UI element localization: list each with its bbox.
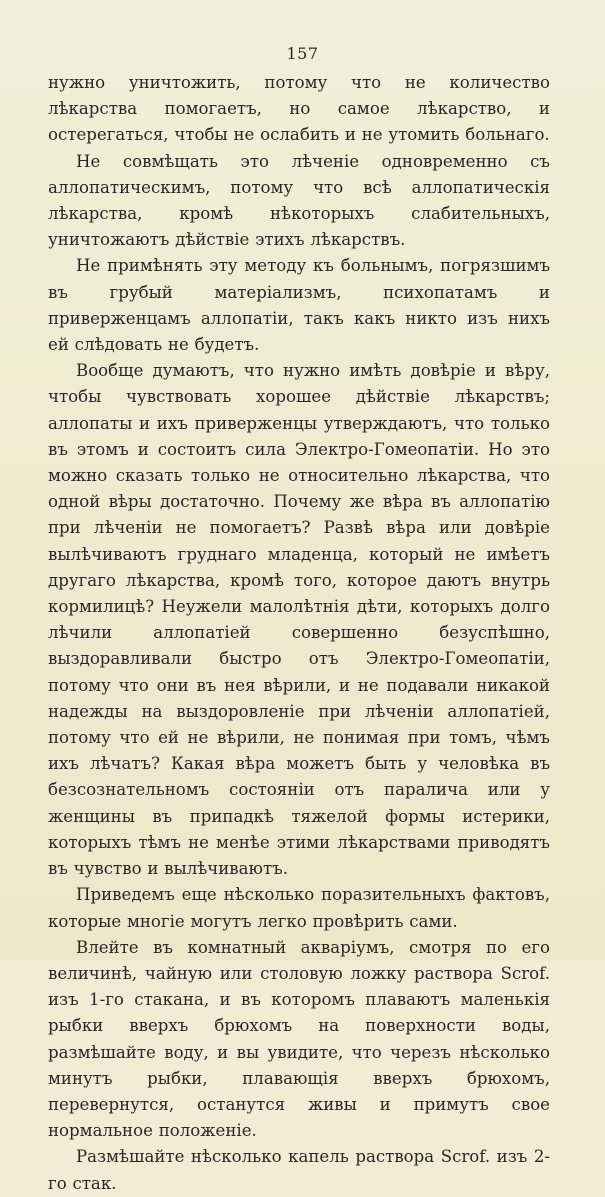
paragraph-3: Не примѣнять эту методу къ больнымъ, погрязшимъ въ грубый матеріализмъ, психопатамъ и приверженцамъ аллопатіи, такъ какъ никто изъ нихъ ей слѣдовать не будетъ. [48,256,550,355]
paragraph-1: нужно уничтожить, потому что не количество лѣкарства помогаетъ, но самое лѣкарство, и остерегаться, чтобы не ослабить и не утомить больнаго. [48,73,550,145]
body-text [48,70,550,1197]
paragraph-6: Влейте въ комнатный акваріумъ, смотря по его величинѣ, чайную или столовую ложку раствора Scrof. изъ 1-го стакана, и въ которомъ плаваютъ маленькія рыбки вверхъ брюхомъ на поверхности воды, размѣшайте воду, и вы увидите, что черезъ нѣсколько минутъ рыбки, плавающія вверхъ брюхомъ, перевернутся, останутся живы и примутъ свое нормальное положеніе. [48,937,550,1141]
paragraph-5: Приведемъ еще нѣсколько поразительныхъ фактовъ, которые многіе могутъ легко провѣрить сами. [48,885,550,931]
paragraph-7: Размѣшайте нѣсколько капель раствора Scrof. изъ 2-го стак. [48,1147,550,1193]
paragraph-2: Не совмѣщать это лѣченіе одновременно съ аллопатическимъ, потому что всѣ аллопатическія лѣкарства, кромѣ нѣкоторыхъ слабительныхъ, уничтожаютъ дѣйствіе этихъ лѣкарствъ. [48,151,550,250]
paragraph-4: Вообще думаютъ, что нужно имѣть довѣріе и вѣру, чтобы чувствовать хорошее дѣйствіе лѣкарствъ; аллопаты и ихъ приверженцы утверждаютъ, что только въ этомъ и состоитъ сила Электро-Гомеопатіи. Но это можно сказать только не относительно лѣкарства, что одной вѣры достаточно. Почему же вѣра въ аллопатію при лѣченіи не помогаетъ? Развѣ вѣра или довѣріе вылѣчиваютъ груднаго младенца, который не имѣетъ другаго лѣкарства, кромѣ того, которое даютъ внутрь кормилицѣ? Неужели малолѣтнія дѣти, которыхъ долго лѣчили аллопатіей совершенно безуспѣшно, выздоравливали быстро отъ Электро-Гомеопатіи, потому что они въ нея вѣрили, и не подавали никакой надежды на выздоровленіе при лѣченіи аллопатіей, потому что ей не вѣрили, не понимая при томъ, чѣмъ ихъ лѣчатъ? Какая вѣра можетъ быть у человѣка въ безсознательномъ состояніи отъ паралича или у женщины въ припадкѣ тяжелой формы истерики, которыхъ тѣмъ не менѣе этими лѣкарствами приводятъ въ чувство и вылѣчиваютъ. [48,361,550,879]
page-number: 157 [286,44,319,63]
